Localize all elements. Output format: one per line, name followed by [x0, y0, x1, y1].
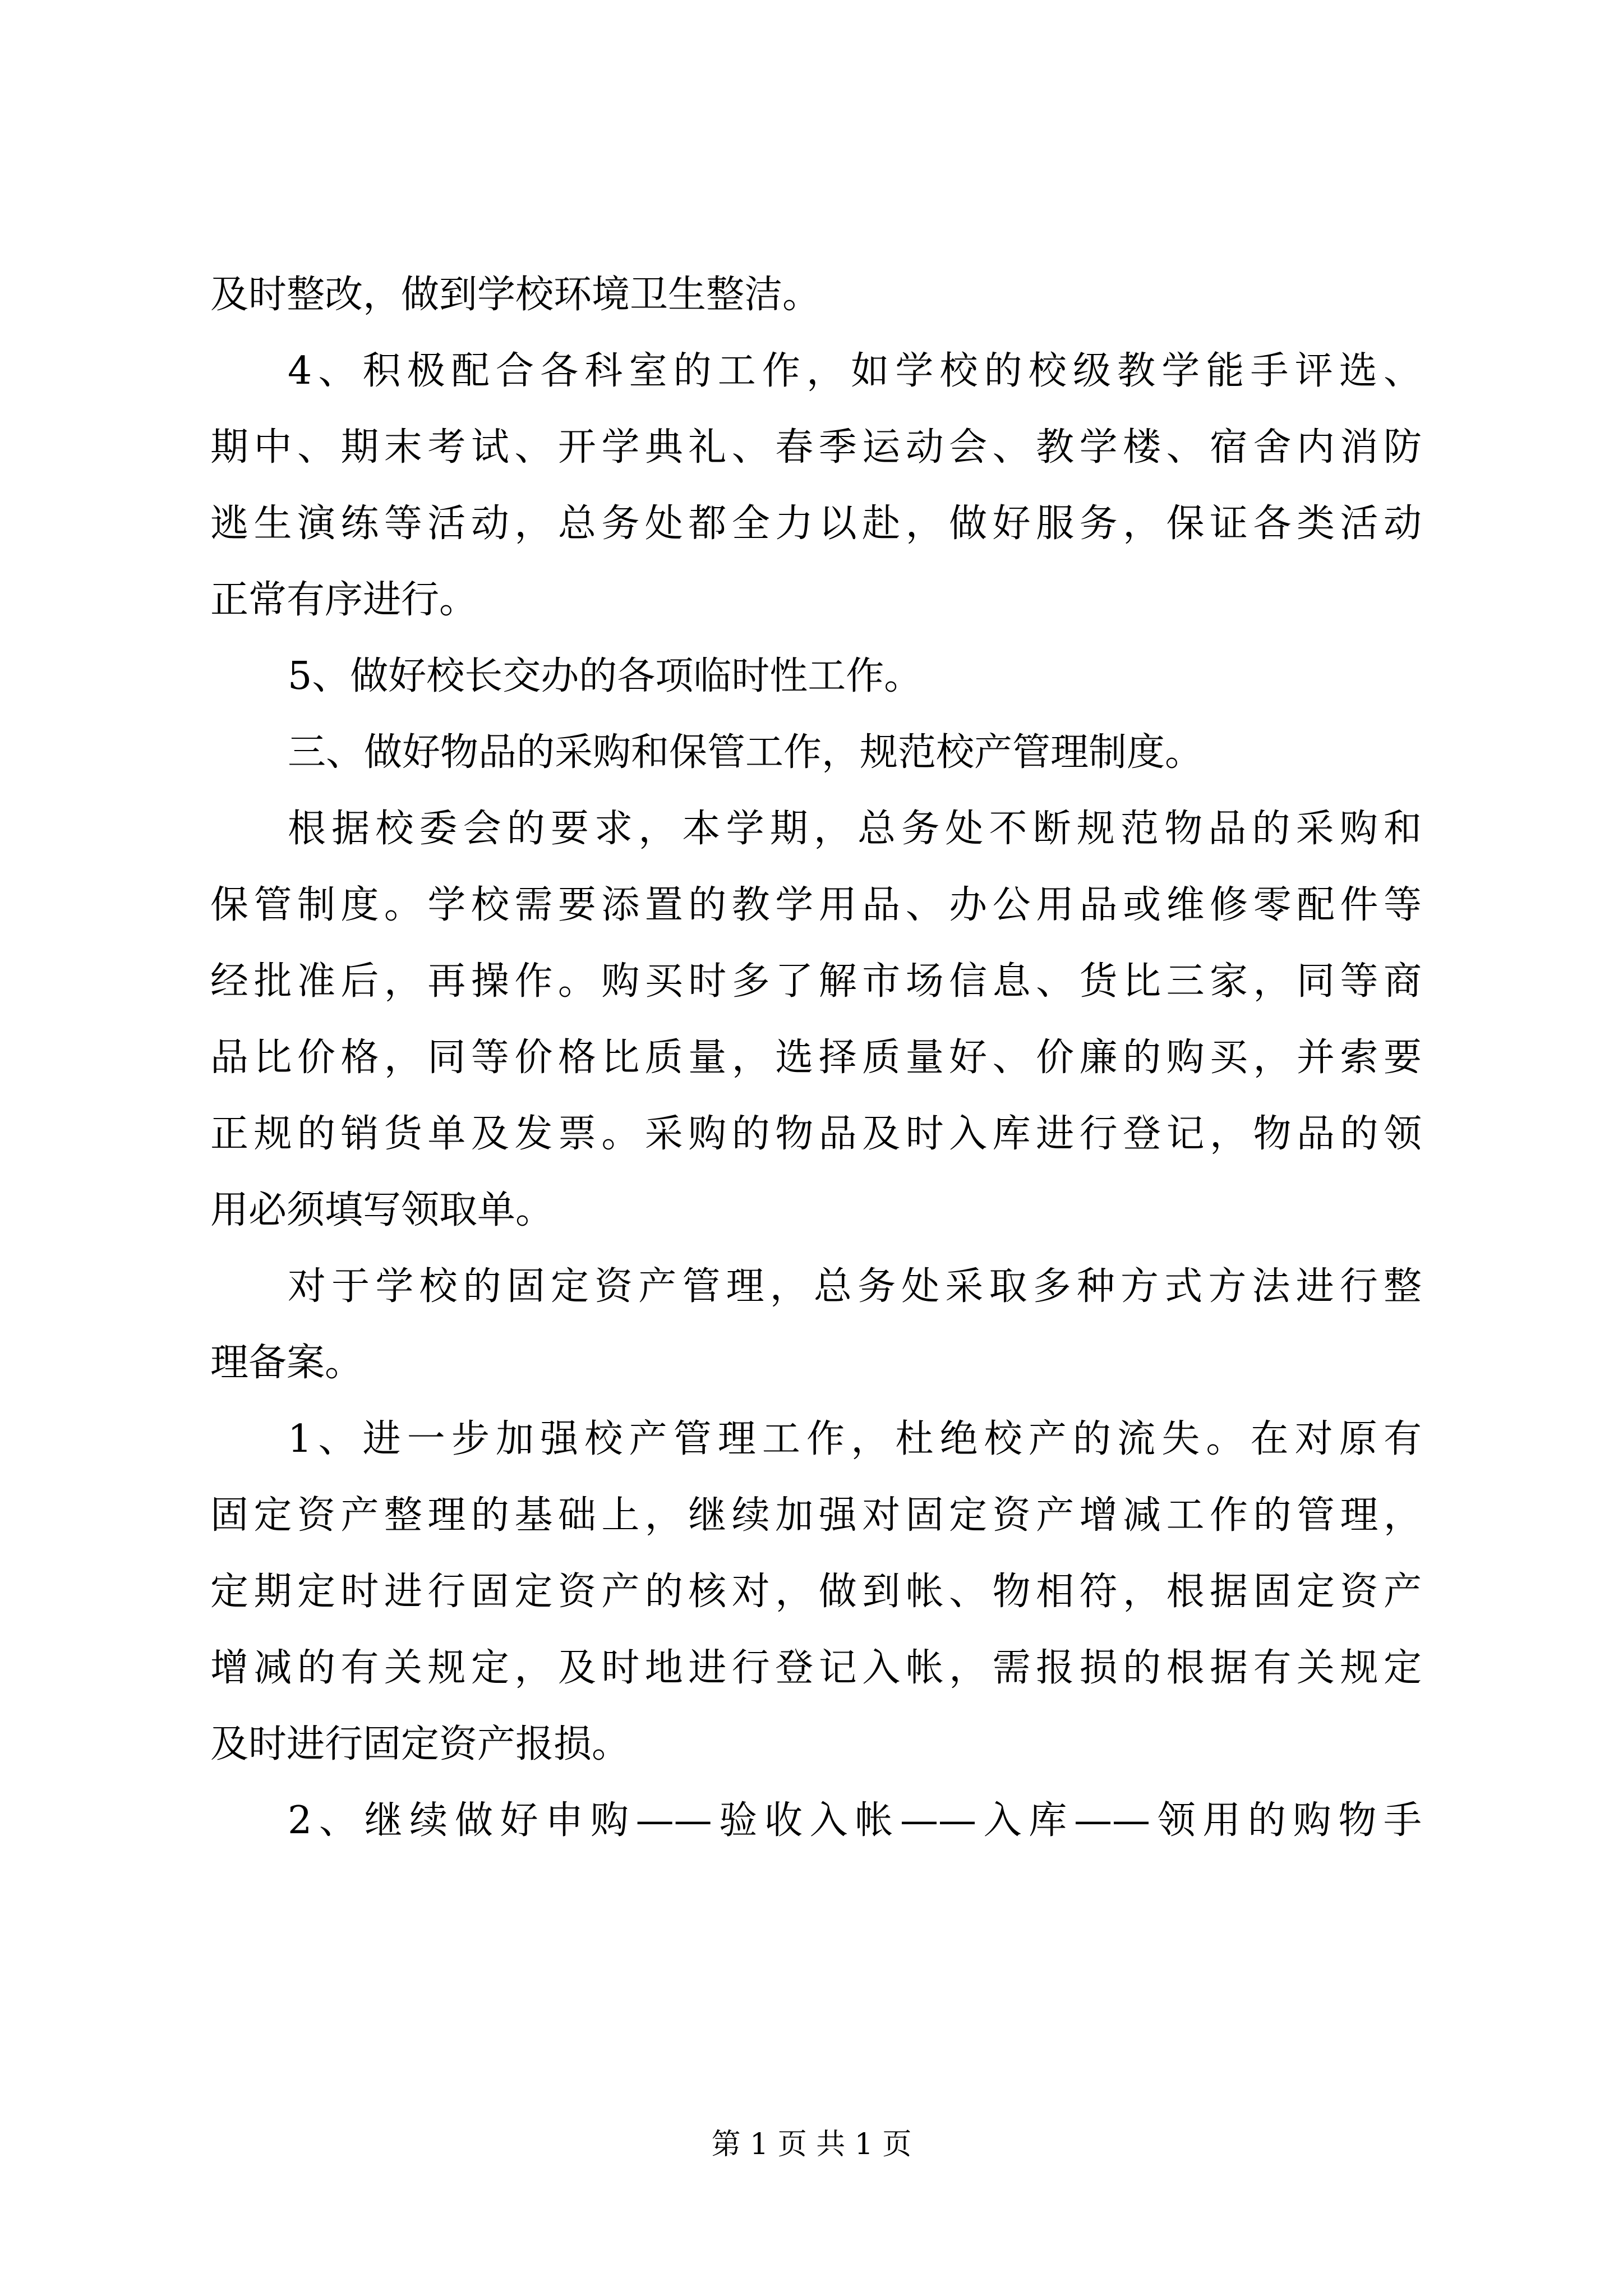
- text-line-13: 用必须填写领取单。: [210, 1188, 554, 1232]
- document-body: [210, 257, 1422, 1859]
- text-line-4: 逃生演练等活动，总务处都全力以赴，做好服务，保证各类活动: [210, 501, 1422, 546]
- text-line-1: 及时整改，做到学校环境卫生整洁。: [210, 273, 821, 317]
- text-line-15: 理备案。: [210, 1341, 363, 1385]
- section-heading-3: 三、做好物品的采购和保管工作，规范校产管理制度。: [288, 730, 1204, 775]
- text-line-17: 固定资产整理的基础上，继续加强对固定资产增减工作的管理，: [210, 1493, 1422, 1538]
- text-line-8: 根据校委会的要求，本学期，总务处不断规范物品的采购和: [288, 807, 1422, 851]
- text-line-11: 品比价格，同等价格比质量，选择质量好、价廉的购买，并索要: [210, 1036, 1422, 1080]
- text-line-2: 4、积极配合各科室的工作，如学校的校级教学能手评选、: [288, 349, 1422, 393]
- text-line-20: 及时进行固定资产报损。: [210, 1722, 630, 1766]
- text-line-9: 保管制度。学校需要添置的教学用品、办公用品或维修零配件等: [210, 883, 1422, 927]
- text-line-12: 正规的销货单及发票。采购的物品及时入库进行登记，物品的领: [210, 1112, 1422, 1156]
- page-footer: 第 1 页 共 1 页: [711, 2128, 912, 2161]
- text-line-16: 1、进一步加强校产管理工作，杜绝校产的流失。在对原有: [288, 1417, 1422, 1461]
- text-line-5: 正常有序进行。: [210, 578, 478, 622]
- text-line-3: 期中、期末考试、开学典礼、春季运动会、教学楼、宿舍内消防: [210, 425, 1422, 470]
- text-line-10: 经批准后，再操作。购买时多了解市场信息、货比三家，同等商: [210, 959, 1422, 1004]
- text-line-19: 增减的有关规定，及时地进行登记入帐，需报损的根据有关规定: [210, 1646, 1422, 1690]
- text-line-14: 对于学校的固定资产管理，总务处采取多种方式方法进行整: [288, 1264, 1422, 1309]
- text-line-21: 2、继续做好申购——验收入帐——入库——领用的购物手: [288, 1798, 1422, 1843]
- text-line-6: 5、做好校长交办的各项临时性工作。: [288, 654, 923, 698]
- text-line-18: 定期定时进行固定资产的核对，做到帐、物相符，根据固定资产: [210, 1570, 1422, 1614]
